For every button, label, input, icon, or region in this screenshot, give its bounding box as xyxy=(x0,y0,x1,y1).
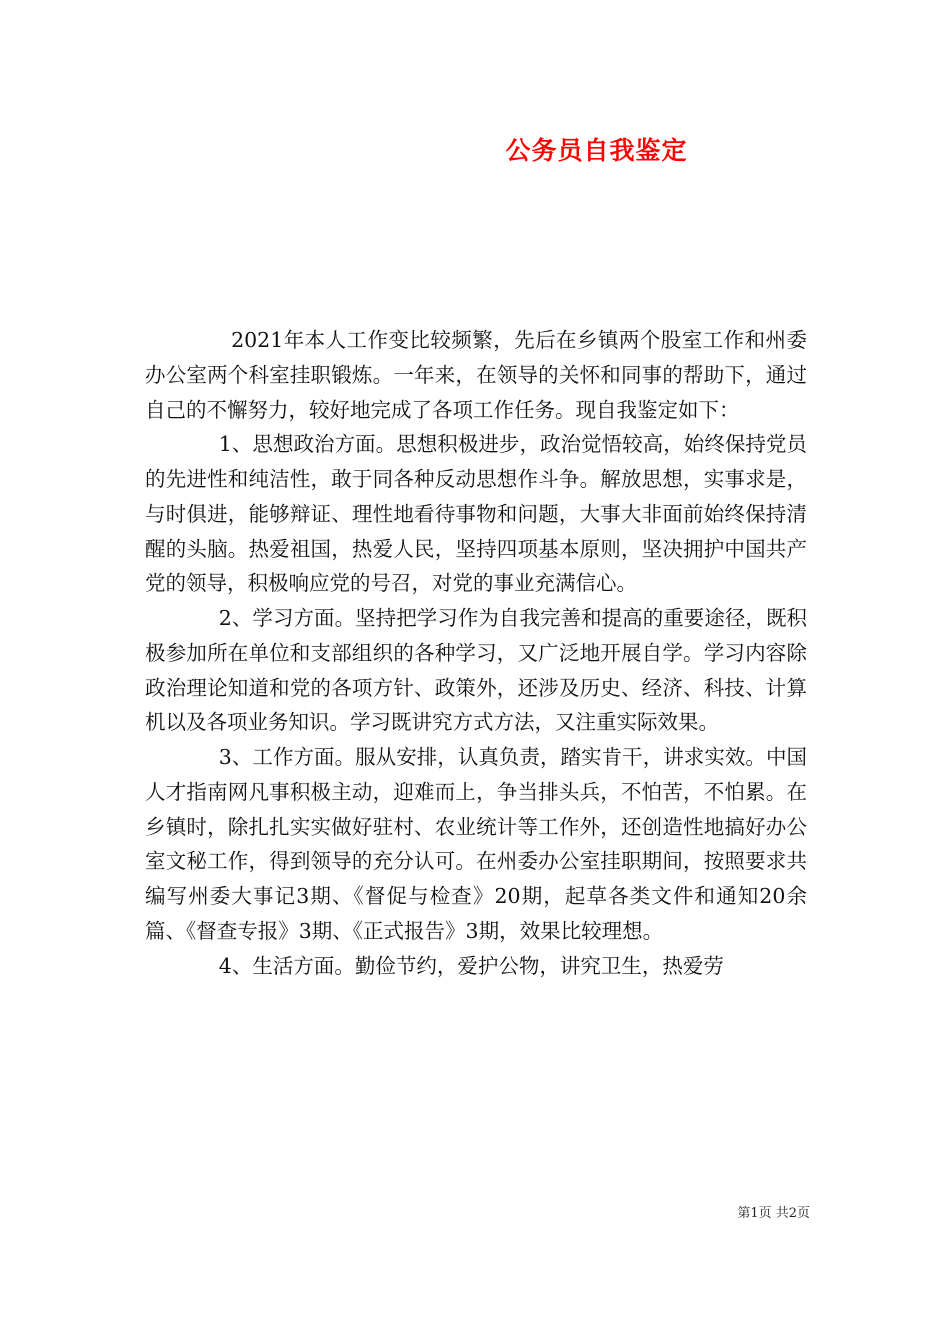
document-body xyxy=(145,323,807,983)
paragraph-intro: 2021年本人工作变比较频繁，先后在乡镇两个股室工作和州委办公室两个科室挂职锻炼。一年来，在领导的关怀和同事的帮助下，通过自己的不懈努力，较好地完成了各项工作任务。现自我鉴定如下： xyxy=(145,328,807,422)
page-number: 第1页 共2页 xyxy=(737,1206,810,1221)
paragraph-political: 1、思想政治方面。思想积极进步，政治觉悟较高，始终保持党员的先进性和纯洁性，敢于同各种反动思想作斗争。解放思想，实事求是，与时俱进，能够辩证、理性地看待事物和问题，大事大非面前始终保持清醒的头脑。热爱祖国，热爱人民，坚持四项基本原则，坚决拥护中国共产党的领导，积极响应党的号召，对党的事业充满信心。 xyxy=(145,432,807,596)
paragraph-work: 3、工作方面。服从安排，认真负责，踏实肯干，讲求实效。中国人才指南网凡事积极主动，迎难而上，争当排头兵，不怕苦，不怕累。在乡镇时，除扎扎实实做好驻村、农业统计等工作外，还创造性地搞好办公室文秘工作，得到领导的充分认可。在州委办公室挂职期间，按照要求共编写州委大事记3期、《督促与检查》20期，起草各类文件和通知20余篇、《督查专报》3期、《正式报告》3期，效果比较理想。 xyxy=(145,745,807,943)
paragraph-study: 2、学习方面。坚持把学习作为自我完善和提高的重要途径，既积极参加所在单位和支部组织的各种学习，又广泛地开展自学。学习内容除政治理论知道和党的各项方针、政策外，还涉及历史、经济、科技、计算机以及各项业务知识。学习既讲究方式方法，又注重实际效果。 xyxy=(145,606,807,735)
paragraph-life: 4、生活方面。勤俭节约，爱护公物，讲究卫生，热爱劳 xyxy=(218,953,724,978)
document-title: 公务员自我鉴定 xyxy=(505,136,688,165)
